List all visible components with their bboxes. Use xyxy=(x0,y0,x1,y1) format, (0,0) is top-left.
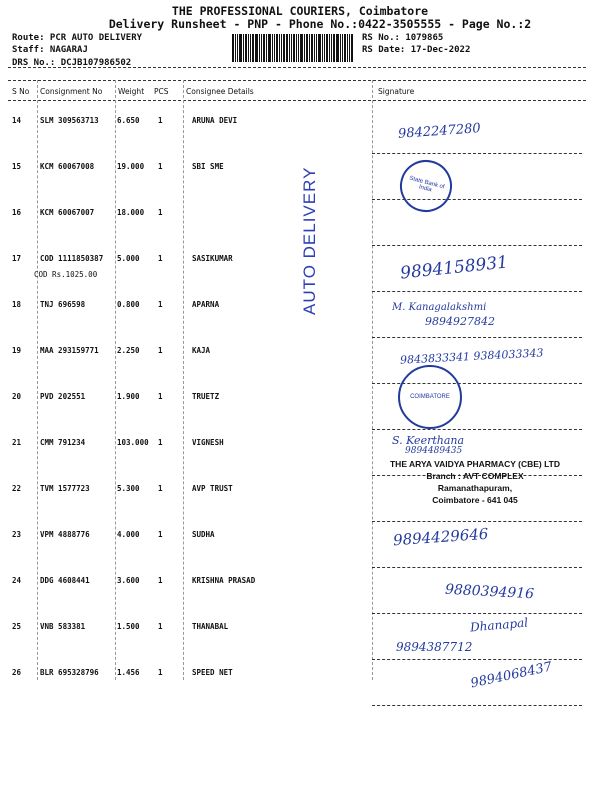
barcode-bar xyxy=(237,34,238,62)
barcode-bar xyxy=(304,34,305,62)
row-pcs: 1 xyxy=(158,438,163,447)
row-pcs: 1 xyxy=(158,576,163,585)
barcode-bar xyxy=(329,34,330,62)
barcode-bar xyxy=(291,34,292,62)
row-sno: 21 xyxy=(12,438,22,447)
row-consignment: DDG 4608441 xyxy=(40,576,90,585)
header-rule xyxy=(8,67,586,68)
avt-stamp-name: THE ARYA VAIDYA PHARMACY (CBE) LTD xyxy=(389,459,560,469)
signature-14: 9842247280 xyxy=(397,121,482,142)
row-sno: 18 xyxy=(12,300,22,309)
barcode-bar xyxy=(309,34,310,62)
barcode-bar xyxy=(259,34,260,62)
row-weight: 5.300 xyxy=(117,484,140,493)
row-consignment: SLM 309563713 xyxy=(40,116,99,125)
coimbatore-seal: COIMBATORE xyxy=(398,365,462,429)
row-consignee: SBI SME xyxy=(192,162,224,171)
avt-stamp-branch: Branch : AVT COMPLEX xyxy=(426,471,524,481)
barcode-bar xyxy=(342,34,343,62)
row-sno: 19 xyxy=(12,346,22,355)
barcode-bar xyxy=(340,34,341,62)
staff-label: Staff: NAGARAJ xyxy=(12,45,88,55)
row-sno: 24 xyxy=(12,576,22,585)
runsheet-subtitle: Delivery Runsheet - PNP - Phone No.:0422-3505555 - Page No.:2 xyxy=(108,17,532,31)
barcode-bar xyxy=(276,34,278,62)
row-consignee: AVP TRUST xyxy=(192,484,233,493)
row-consignee: VIGNESH xyxy=(192,438,224,447)
signature-23: 9894429646 xyxy=(392,524,489,550)
row-consignee: THANABAL xyxy=(192,622,229,631)
barcode-bar xyxy=(245,34,247,62)
row-consignment: VPM 4888776 xyxy=(40,530,90,539)
barcode-bar xyxy=(318,34,321,62)
signature-17: 9894158931 xyxy=(399,252,509,284)
row-consignee: KRISHNA PRASAD xyxy=(192,576,256,585)
signature-21: S. Keerthana xyxy=(392,434,465,447)
column-rule xyxy=(8,100,586,101)
auto-delivery-stamp: AUTO DELIVERY xyxy=(300,166,319,315)
row-sno: 26 xyxy=(12,668,22,677)
table-row xyxy=(0,524,600,570)
cod-amount: COD Rs.1025.00 xyxy=(34,270,98,279)
barcode-bar xyxy=(255,34,258,62)
barcode-bar xyxy=(322,34,323,62)
row-sno: 15 xyxy=(12,162,22,171)
company-title: THE PROFESSIONAL COURIERS, Coimbatore xyxy=(171,4,429,18)
barcode-bar xyxy=(344,34,346,62)
row-pcs: 1 xyxy=(158,484,163,493)
avt-stamp-area: Ramanathapuram, xyxy=(437,483,513,493)
row-consignment: COD 1111850387 xyxy=(40,254,104,263)
row-pcs: 1 xyxy=(158,392,163,401)
barcode-bar xyxy=(272,34,273,62)
barcode-bar xyxy=(281,34,282,62)
barcode-bar xyxy=(235,34,236,62)
row-sno: 25 xyxy=(12,622,22,631)
barcode-bar xyxy=(347,34,348,62)
signature-line xyxy=(372,429,582,430)
barcode-bar xyxy=(261,34,262,62)
barcode-bar xyxy=(326,34,328,62)
barcode-bar xyxy=(349,34,350,62)
row-consignment: TNJ 696598 xyxy=(40,300,86,309)
row-pcs: 1 xyxy=(158,116,163,125)
barcode-bar xyxy=(324,34,325,62)
row-weight: 1.900 xyxy=(117,392,140,401)
row-consignment: VNB 583381 xyxy=(40,622,86,631)
signature-line xyxy=(372,153,582,154)
row-consignee: SASIKUMAR xyxy=(192,254,233,263)
col-consignment: Consignment No xyxy=(40,87,103,96)
drs-number: DRS No.: DCJB107986502 xyxy=(12,58,132,68)
signature-line xyxy=(372,705,582,706)
barcode-bar xyxy=(314,34,315,62)
barcode-bar xyxy=(286,34,288,62)
barcode-bar xyxy=(351,34,353,62)
row-consignment: CMM 791234 xyxy=(40,438,86,447)
table-row xyxy=(0,340,600,386)
row-weight: 3.600 xyxy=(117,576,140,585)
row-consignment: MAA 293159771 xyxy=(40,346,99,355)
barcode-bar xyxy=(263,34,265,62)
route-label: Route: PCR AUTO DELIVERY xyxy=(12,33,143,43)
barcode-bar xyxy=(243,34,244,62)
col-pcs: PCS xyxy=(154,87,169,96)
row-pcs: 1 xyxy=(158,622,163,631)
row-consignee: SUDHA xyxy=(192,530,215,539)
col-sno: S No xyxy=(12,87,30,96)
barcode-bar xyxy=(293,34,295,62)
barcode-bar xyxy=(239,34,242,62)
signature-line xyxy=(372,245,582,246)
barcode-bar xyxy=(306,34,308,62)
barcode-bar xyxy=(268,34,271,62)
row-weight: 1.456 xyxy=(117,668,140,677)
signature-26: 9894068437 xyxy=(469,659,554,692)
barcode-bar xyxy=(279,34,280,62)
signature-25-name: Dhanapal xyxy=(469,615,529,635)
row-pcs: 1 xyxy=(158,254,163,263)
col-consignee: Consignee Details xyxy=(186,87,254,96)
row-weight: 6.650 xyxy=(117,116,140,125)
row-weight: 2.250 xyxy=(117,346,140,355)
barcode-bar xyxy=(316,34,317,62)
sbi-seal: State Bank of India xyxy=(394,154,458,218)
row-consignee: SPEED NET xyxy=(192,668,233,677)
row-consignment: PVD 202551 xyxy=(40,392,86,401)
header-rule xyxy=(8,80,586,81)
barcode-bar xyxy=(248,34,249,62)
signature-18-name: M. Kanagalakshmi xyxy=(392,302,487,313)
barcode-bar xyxy=(333,34,335,62)
col-weight: Weight xyxy=(118,87,145,96)
row-sno: 17 xyxy=(12,254,22,263)
signature-line xyxy=(372,567,582,568)
row-consignee: ARUNA DEVI xyxy=(192,116,238,125)
barcode-bar xyxy=(311,34,313,62)
row-weight: 1.500 xyxy=(117,622,140,631)
signature-21-phone: 9894489435 xyxy=(405,446,463,456)
row-weight: 103.000 xyxy=(117,438,149,447)
row-consignee: KAJA xyxy=(192,346,211,355)
row-consignee: APARNA xyxy=(192,300,220,309)
row-consignment: BLR 695328796 xyxy=(40,668,99,677)
barcode xyxy=(232,34,354,62)
row-sno: 14 xyxy=(12,116,22,125)
barcode-bar xyxy=(232,34,234,62)
barcode-bar xyxy=(252,34,254,62)
barcode-bar xyxy=(250,34,251,62)
barcode-bar xyxy=(274,34,275,62)
row-weight: 4.000 xyxy=(117,530,140,539)
table-row xyxy=(0,110,600,156)
row-pcs: 1 xyxy=(158,530,163,539)
row-pcs: 1 xyxy=(158,346,163,355)
row-pcs: 1 xyxy=(158,208,163,217)
barcode-bar xyxy=(298,34,299,62)
barcode-bar xyxy=(300,34,303,62)
row-weight: 0.800 xyxy=(117,300,140,309)
row-weight: 5.000 xyxy=(117,254,140,263)
row-sno: 16 xyxy=(12,208,22,217)
barcode-bar xyxy=(266,34,267,62)
row-pcs: 1 xyxy=(158,300,163,309)
signature-25-phone: 9894387712 xyxy=(396,640,473,654)
row-pcs: 1 xyxy=(158,668,163,677)
table-row xyxy=(0,386,600,432)
row-sno: 23 xyxy=(12,530,22,539)
avt-pharmacy-stamp xyxy=(385,458,565,506)
barcode-bar xyxy=(296,34,297,62)
row-consignee: TRUETZ xyxy=(192,392,220,401)
signature-line xyxy=(372,291,582,292)
row-consignment: KCM 60067007 xyxy=(40,208,95,217)
rs-number: RS No.: 1079865 xyxy=(362,33,444,43)
rs-date: RS Date: 17-Dec-2022 xyxy=(362,45,471,55)
signature-line xyxy=(372,521,582,522)
signature-24: 9880394916 xyxy=(444,581,535,603)
barcode-bar xyxy=(289,34,290,62)
barcode-bar xyxy=(283,34,286,62)
row-sno: 22 xyxy=(12,484,22,493)
row-consignment: TVM 1577723 xyxy=(40,484,90,493)
row-sno: 20 xyxy=(12,392,22,401)
row-consignment: KCM 60067008 xyxy=(40,162,95,171)
row-weight: 19.000 xyxy=(117,162,145,171)
barcode-bar xyxy=(336,34,339,62)
col-signature: Signature xyxy=(378,87,415,96)
avt-stamp-city: Coimbatore - 641 045 xyxy=(432,495,518,505)
signature-18-phone: 9894927842 xyxy=(425,315,495,328)
signature-19: 9843833341 9384033343 xyxy=(399,346,544,367)
row-pcs: 1 xyxy=(158,162,163,171)
barcode-bar xyxy=(331,34,332,62)
signature-line xyxy=(372,337,582,338)
row-weight: 18.000 xyxy=(117,208,145,217)
signature-line xyxy=(372,613,582,614)
